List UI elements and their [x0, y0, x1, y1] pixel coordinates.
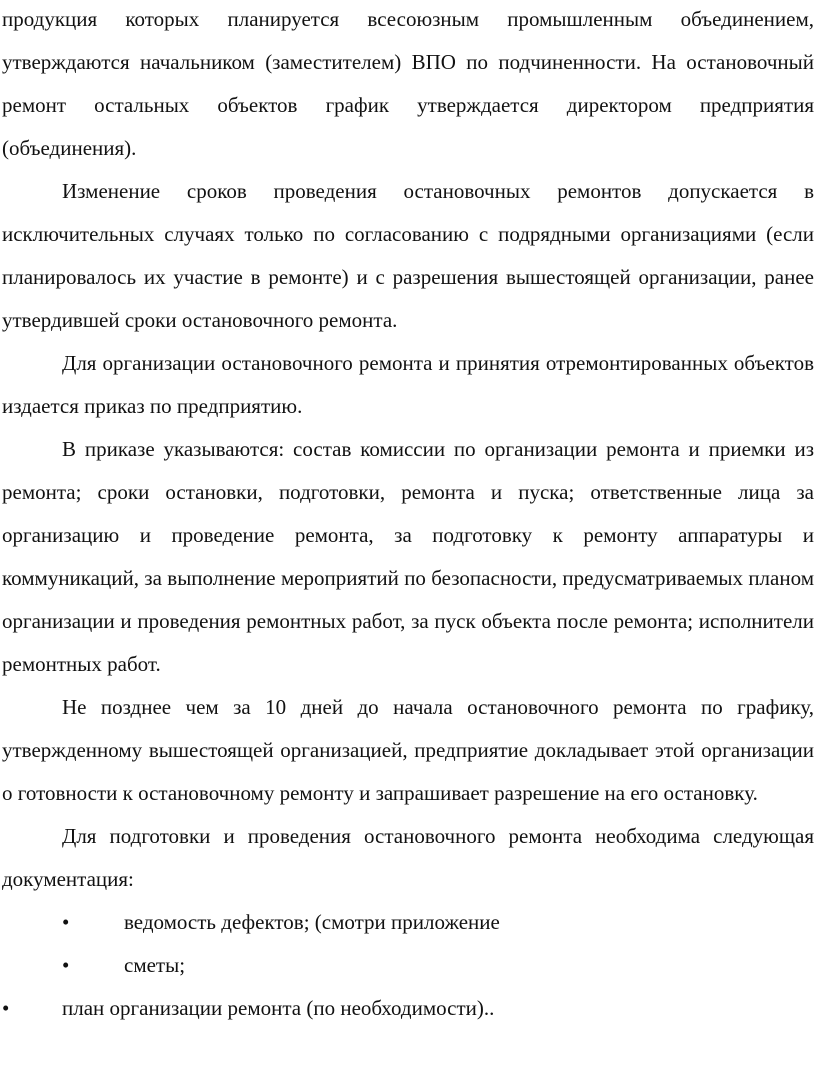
bullet-marker: • [62, 910, 70, 934]
bullet-marker: • [2, 996, 10, 1020]
paragraph-approval: продукция которых планируется всесоюзным промышленным объединением, утверждаются начальником (заместителем) ВПО по подчиненности. На остановочный ремонт остальных объектов график утверждается директором предприятия (объединения). [2, 7, 814, 160]
paragraph-schedule-change: Изменение сроков проведения остановочных ремонтов допускается в исключительных случаях только по согласованию с подрядными организациями (если планировалось их участие в ремонте) и с разрешения вышестоящей организации, ранее утвердившей сроки остановочного ремонта. [2, 179, 814, 332]
list-item-text: план организации ремонта (по необходимости).. [62, 996, 495, 1020]
paragraph-readiness-report: Не позднее чем за 10 дней до начала остановочного ремонта по графику, утвержденному вышестоящей организацией, предприятие докладывает этой организации о готовности к остановочному ремонту и запрашивает разрешение на его остановку. [2, 695, 814, 805]
bullet-marker: • [62, 953, 70, 977]
paragraph-documentation: Для подготовки и проведения остановочного ремонта необходима следующая документация: [2, 824, 814, 891]
paragraph-order: Для организации остановочного ремонта и принятия отремонтированных объектов издается приказ по предприятию. [2, 351, 814, 418]
list-item-text: сметы; [124, 953, 186, 977]
list-item-text: ведомость дефектов; (смотри приложение [124, 910, 500, 934]
list-item [2, 987, 814, 1030]
paragraph-order-contents: В приказе указываются: состав комиссии по организации ремонта и приемки из ремонта; сроки остановки, подготовки, ремонта и пуска; ответственные лица за организацию и проведение ремонта, за подготовку к ремонту аппаратуры и коммуникаций, за выполнение мероприятий по безопасности, предусматриваемых планом организации и проведения ремонтных работ, за пуск объекта после ремонта; исполнители ремонтных работ. [2, 437, 814, 676]
list-item [2, 944, 814, 987]
list-item [2, 901, 814, 944]
